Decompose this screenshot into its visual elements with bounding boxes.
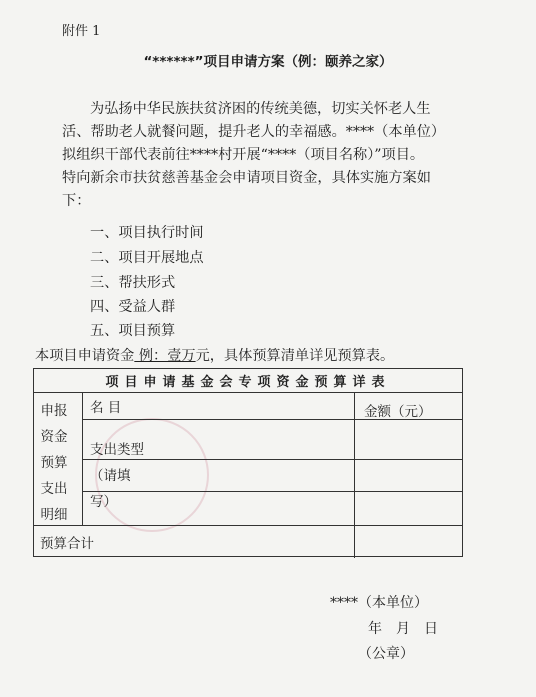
list-item: 四、受益人群	[90, 299, 176, 315]
paragraph-line: 活、帮助老人就餐问题，提升老人的幸福感。****（本单位）	[62, 124, 446, 140]
unit-signature: ****（本单位）	[330, 595, 428, 611]
paragraph-line: 为弘扬中华民族扶贫济困的传统美德，切实关怀老人生	[90, 101, 431, 117]
budget-suffix: 元，具体预算清单详见预算表。	[195, 348, 395, 364]
row-header: 申报资金预算支出明细	[40, 403, 68, 523]
document-title: “******”项目申请方案（例：颐养之家）	[143, 54, 393, 70]
budget-example: 例：壹万	[134, 348, 196, 364]
total-label: 预算合计	[40, 536, 94, 552]
column-amount: 金额（元）	[364, 404, 432, 420]
budget-prefix: 本项目申请资金	[35, 348, 135, 364]
table-divider	[354, 392, 355, 558]
budget-line	[35, 345, 394, 365]
paragraph-line: 下：	[62, 193, 91, 209]
paragraph-line: 拟组织干部代表前往****村开展“****（项目名称）”项目。	[62, 147, 425, 163]
table-divider	[34, 525, 462, 526]
table-divider	[34, 392, 462, 393]
budget-table	[33, 368, 463, 557]
expense-type-cell: 支出类型（请填写）	[90, 442, 144, 510]
list-item: 二、项目开展地点	[90, 250, 204, 266]
list-item: 一、项目执行时间	[90, 225, 204, 241]
table-divider	[82, 392, 83, 525]
official-seal-label: （公章）	[358, 646, 414, 662]
attachment-label: 附件 1	[62, 24, 101, 39]
paragraph-line: 特向新余市扶贫慈善基金会申请项目资金，具体实施方案如	[62, 170, 431, 186]
date-line: 年 月 日	[368, 621, 438, 637]
list-item: 五、项目预算	[90, 323, 176, 339]
list-item: 三、帮扶形式	[90, 275, 176, 291]
intro-paragraph	[62, 98, 482, 213]
table-title: 项目申请基金会专项资金预算详表	[105, 375, 391, 390]
column-name: 名 目	[90, 400, 122, 416]
